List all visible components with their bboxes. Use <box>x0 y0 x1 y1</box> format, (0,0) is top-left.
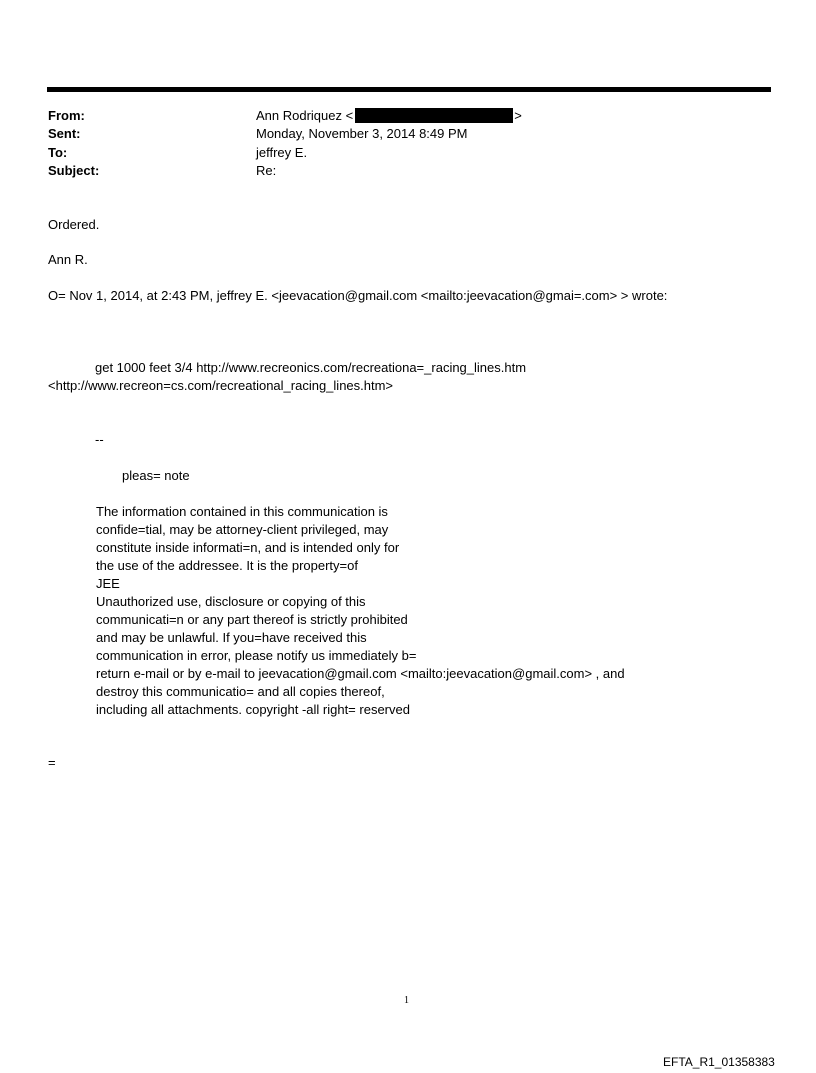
trailing-equals: = <box>48 755 56 770</box>
disclaimer-line: confide=tial, may be attorney-client privileged, may <box>96 522 389 537</box>
from-name: Ann Rodriquez < <box>256 108 354 123</box>
disclaimer-line: and may be unlawful. If you=have received this <box>96 630 367 645</box>
sent-value: Monday, November 3, 2014 8:49 PM <box>256 126 468 141</box>
reply-text: Ordered. <box>48 217 100 232</box>
subject-label: Subject: <box>48 163 100 178</box>
disclaimer-line: Unauthorized use, disclosure or copying of this <box>96 594 366 609</box>
disclaimer-line: return e-mail or by e-mail to jeevacation@gmail.com <mailto:jeevacation@gmail.com> , and <box>96 666 625 681</box>
header-rule <box>47 87 771 92</box>
to-value: jeffrey E. <box>256 145 308 160</box>
signature-dashes: -- <box>95 432 104 447</box>
signature-text: Ann R. <box>48 252 88 267</box>
from-close: > <box>514 108 522 123</box>
quoted-line-1: get 1000 feet 3/4 http://www.recreonics.com/recreationa=_racing_lines.htm <box>95 360 527 375</box>
from-value <box>256 107 522 125</box>
disclaimer-line: the use of the addressee. It is the property=of <box>96 558 358 573</box>
redaction-box <box>355 108 513 123</box>
disclaimer-line: communicati=n or any part thereof is strictly prohibited <box>96 612 408 627</box>
subject-value: Re: <box>256 163 277 178</box>
from-label: From: <box>48 108 85 123</box>
disclaimer-line: constitute inside informati=n, and is intended only for <box>96 540 400 555</box>
quote-intro: O= Nov 1, 2014, at 2:43 PM, jeffrey E. <jeevacation@gmail.com <mailto:jeevacation@gmai=.com> > wrote: <box>48 288 668 303</box>
bates-id: EFTA_R1_01358383 <box>663 1055 775 1069</box>
quoted-line-2: <http://www.recreon=cs.com/recreational_racing_lines.htm> <box>48 378 394 393</box>
disclaimer-line: communication in error, please notify us immediately b= <box>96 648 417 663</box>
sent-label: Sent: <box>48 126 81 141</box>
page-number: 1 <box>404 995 409 1006</box>
disclaimer-line: JEE <box>96 576 120 591</box>
please-note: pleas= note <box>122 468 190 483</box>
disclaimer-line: The information contained in this communication is <box>96 504 388 519</box>
to-label: To: <box>48 145 68 160</box>
disclaimer-line: destroy this communicatio= and all copies thereof, <box>96 684 385 699</box>
disclaimer-line: including all attachments. copyright -all right= reserved <box>96 702 410 717</box>
